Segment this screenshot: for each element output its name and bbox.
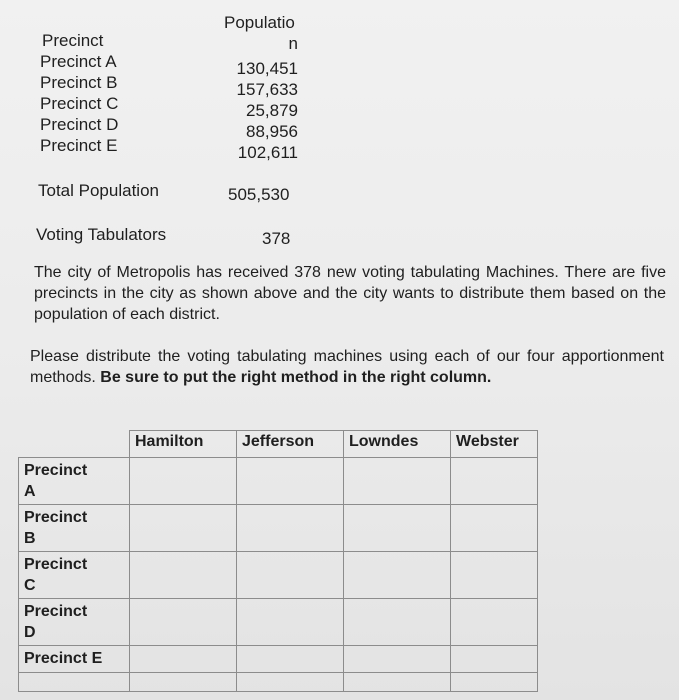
corner-cell [19,431,130,458]
cell-lowndes-c[interactable] [344,552,451,599]
population-list [208,58,298,163]
voting-tabulators-label: Voting Tabulators [36,225,167,244]
total-population-value: 505,530 [228,185,290,204]
cell-lowndes-d[interactable] [344,599,451,646]
table-row [19,599,538,646]
cell-jefferson-e[interactable] [237,646,344,673]
intro-paragraph: The city of Metropolis has received 378 new voting tabulating Machines. There are five precincts in the city as shown above and the city wants to distribute them based on the population of each district. [34,264,666,323]
cell-jefferson-d[interactable] [237,599,344,646]
empty-cell[interactable] [237,673,344,692]
row-label-precinct-b [19,505,130,552]
row-label-line2: B [24,530,36,547]
table-row [19,673,538,692]
voting-tabulators-value: 378 [262,229,291,248]
cell-lowndes-b[interactable] [344,505,451,552]
cell-hamilton-c[interactable] [130,552,237,599]
cell-hamilton-b[interactable] [130,505,237,552]
cell-hamilton-a[interactable] [130,458,237,505]
population-header-line2: n [288,34,298,53]
precinct-name: Precinct E [40,136,118,155]
table-row [19,552,538,599]
row-label-precinct-d [19,599,130,646]
population-value: 130,451 [236,59,298,78]
column-header-hamilton: Hamilton [130,431,237,458]
population-header-line1: Populatio [224,13,295,32]
empty-cell[interactable] [344,673,451,692]
population-header [224,12,298,54]
row-label-line2: A [24,483,36,500]
row-label-precinct-e [19,646,130,673]
row-label-line1: Precinct [24,462,88,479]
row-label-line1: Precinct [24,556,88,573]
instruction-emphasis: Be sure to put the right method in the right column. [100,369,492,386]
empty-row-label [19,673,130,692]
instruction-paragraph [30,346,664,388]
cell-webster-e[interactable] [451,646,538,673]
precinct-name: Precinct A [40,52,117,71]
cell-jefferson-a[interactable] [237,458,344,505]
precinct-name: Precinct D [40,115,119,134]
cell-hamilton-e[interactable] [130,646,237,673]
cell-lowndes-e[interactable] [344,646,451,673]
table-row [19,505,538,552]
empty-cell[interactable] [451,673,538,692]
table-header-row [19,431,538,458]
precinct-name: Precinct B [40,73,118,92]
precinct-name: Precinct C [40,94,119,113]
cell-webster-b[interactable] [451,505,538,552]
instruction-text: Please distribute the voting tabulating machines using each of our four apportionment methods. [30,348,664,386]
row-label-line1: Precinct E [24,650,103,667]
row-label-precinct-a [19,458,130,505]
row-label-line2: C [24,577,36,594]
population-value: 157,633 [236,80,298,99]
row-label-line2: D [24,624,36,641]
apportionment-table [18,430,538,692]
cell-webster-d[interactable] [451,599,538,646]
cell-hamilton-d[interactable] [130,599,237,646]
row-label-line1: Precinct [24,603,88,620]
total-population-label: Total Population [38,181,159,200]
column-header-lowndes: Lowndes [344,431,451,458]
population-value: 102,611 [237,143,298,162]
row-label-precinct-c [19,552,130,599]
population-value: 88,956 [246,122,298,141]
table-row [19,646,538,673]
cell-jefferson-c[interactable] [237,552,344,599]
cell-webster-a[interactable] [451,458,538,505]
population-value: 25,879 [246,101,298,120]
empty-cell[interactable] [130,673,237,692]
cell-lowndes-a[interactable] [344,458,451,505]
cell-jefferson-b[interactable] [237,505,344,552]
cell-webster-c[interactable] [451,552,538,599]
precinct-list [40,51,118,156]
column-header-webster: Webster [451,431,538,458]
column-header-jefferson: Jefferson [237,431,344,458]
table-row [19,458,538,505]
precinct-header: Precinct [42,31,104,50]
row-label-line1: Precinct [24,509,88,526]
